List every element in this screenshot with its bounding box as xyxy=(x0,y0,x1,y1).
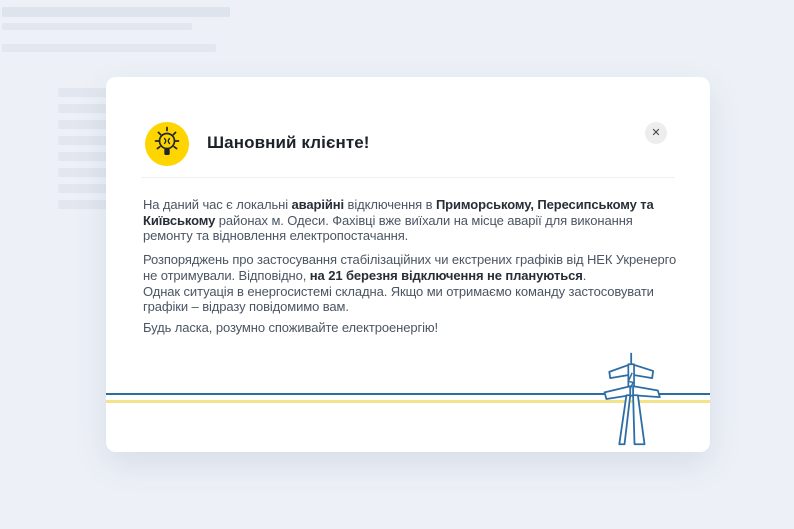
modal-paragraph: Однак ситуація в енергосистемі складна. Якщо ми отримаємо команду застосовувати графіки – відразу повідомимо вам. xyxy=(143,283,654,315)
dimmed-page-header-line xyxy=(2,23,192,30)
dimmed-page-header-line xyxy=(2,7,230,17)
header-divider xyxy=(141,177,675,178)
modal-paragraph: На даний час є локальні аварійні відключення в Приморському, Пересипському та Київському районах м. Одеси. Фахівці вже виїхали на місце аварії для виконання ремонту та відновлення електропостачання. xyxy=(143,197,654,244)
modal-paragraph: Будь ласка, розумно споживайте електроенергію! xyxy=(143,319,439,335)
notification-modal xyxy=(106,77,710,452)
close-button[interactable] xyxy=(645,122,667,144)
modal-header xyxy=(106,77,710,177)
dimmed-page-header-line xyxy=(2,44,216,52)
transmission-tower-icon xyxy=(595,350,675,450)
lightbulb-icon xyxy=(145,122,189,166)
modal-title: Шановний клієнте! xyxy=(207,133,370,152)
lightbulb-badge xyxy=(145,122,189,166)
modal-paragraph: Розпоряджень про застосування стабілізаційних чи екстрених графіків від НЕК Укренерго не отримували. Відповідно, на 21 березня відключення не плануються. xyxy=(143,252,677,283)
modal-body xyxy=(143,197,683,336)
close-icon: ✕ xyxy=(651,126,661,139)
